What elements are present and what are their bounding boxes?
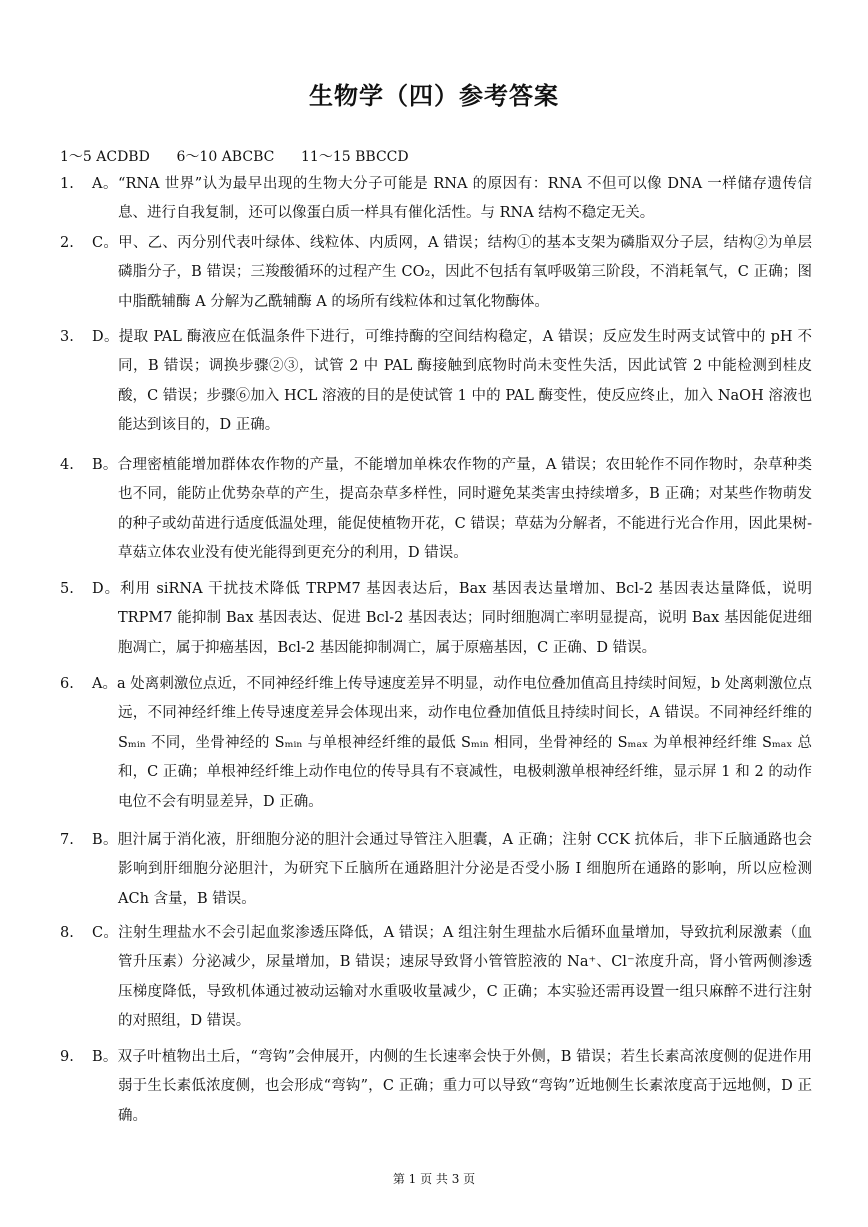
answer-item <box>60 170 812 229</box>
answer-text: A。“RNA 世界”认为最早出现的生物大分子可能是 RNA 的原因有：RNA 不但可以像 DNA 一样储存遗传信息、进行自我复制，还可以像蛋白质一样具有催化活性。与 RNA 结构不稳定无关。 <box>92 176 812 222</box>
answer-item <box>60 826 812 914</box>
answer-number: 6. <box>60 676 74 692</box>
answer-text: B。双子叶植物出土后，“弯钩”会伸展开，内侧的生长速率会快于外侧，B 错误；若生长素高浓度侧的促进作用弱于生长素低浓度侧，也会形成“弯钩”，C 正确；重力可以导致“弯钩”近地侧生长素浓度高于远地侧，D 正确。 <box>92 1049 812 1124</box>
answer-item <box>60 670 812 817</box>
answer-text: B。胆汁属于消化液，肝细胞分泌的胆汁会通过导管注入胆囊，A 正确；注射 CCK 抗体后，非下丘脑通路也会影响到肝细胞分泌胆汁，为研究下丘脑所在通路胆汁分泌是否受小肠 I 细胞所在通路的影响，所以应检测 ACh 含量，B 错误。 <box>92 832 812 907</box>
page-title: 生物学（四）参考答案 <box>309 82 559 110</box>
answer-text: C。注射生理盐水不会引起血浆渗透压降低，A 错误；A 组注射生理盐水后循环血量增加，导致抗利尿激素（血管升压素）分泌减少，尿量增加，B 错误；速尿导致肾小管管腔液的 Na⁺、Cl⁻浓度升高，肾小管两侧渗透压梯度降低，导致机体通过被动运输对水重吸收量减少，C 正确；本实验还需再设置一组只麻醉不进行注射的对照组，D 错误。 <box>92 925 812 1030</box>
answer-text: D。利用 siRNA 干扰技术降低 TRPM7 基因表达后，Bax 基因表达量增加、Bcl-2 基因表达量降低，说明 TRPM7 能抑制 Bax 基因表达、促进 Bcl-2 基因表达；同时细胞凋亡率明显提高，说明 Bax 基因能促进细胞凋亡，属于抑癌基因，Bcl-2 基因能抑制凋亡，属于原癌基因，C 正确、D 错误。 <box>92 581 812 656</box>
answer-number: 9. <box>60 1049 74 1065</box>
answer-number: 2. <box>60 235 74 251</box>
answer-key-summary: 1～5 ACDBD 6～10 ABCBC 11～15 BBCCD <box>60 149 409 165</box>
answer-item <box>60 575 812 663</box>
page-footer: 第 1 页 共 3 页 <box>392 1172 476 1186</box>
answer-item <box>60 451 812 569</box>
answer-text: B。合理密植能增加群体农作物的产量，不能增加单株农作物的产量，A 错误；农田轮作不同作物时，杂草种类也不同，能防止优势杂草的产生，提高杂草多样性，同时避免某类害虫持续增多，B 正确；对某些作物萌发的种子或幼苗进行适度低温处理，能促使植物开花，C 错误；草菇为分解者，不能进行光合作用，因此果树-草菇立体农业没有使光能得到更充分的利用，D 错误。 <box>92 457 812 562</box>
answer-number: 4. <box>60 457 74 473</box>
answer-number: 3. <box>60 329 74 345</box>
answer-number: 1. <box>60 176 74 192</box>
answer-item <box>60 919 812 1037</box>
answer-item <box>60 1043 812 1131</box>
answer-number: 7. <box>60 832 74 848</box>
answer-item <box>60 229 812 317</box>
answer-text: D。提取 PAL 酶液应在低温条件下进行，可维持酶的空间结构稳定，A 错误；反应发生时两支试管中的 pH 不同，B 错误；调换步骤②③，试管 2 中 PAL 酶接触到底物时尚未变性失活，因此试管 2 中能检测到桂皮酸，C 错误；步骤⑥加入 HCL 溶液的目的是使试管 1 中的 PAL 酶变性，使反应终止，加入 NaOH 溶液也能达到该目的，D 正确。 <box>92 329 812 434</box>
answer-text: A。a 处离刺激位点近，不同神经纤维上传导速度差异不明显，动作电位叠加值高且持续时间短，b 处离刺激位点远，不同神经纤维上传导速度差异会体现出来，动作电位叠加值低且持续时间长，A 错误。不同神经纤维的 Sₘᵢₙ 不同，坐骨神经的 Sₘᵢₙ 与单根神经纤维的最低 Sₘᵢₙ 相同，坐骨神经的 Sₘₐₓ 为单根神经纤维 Sₘₐₓ 总和，C 正确；单根神经纤维上动作电位的传导具有不衰减性，电极刺激单根神经纤维，显示屏 1 和 2 的动作电位不会有明显差异，D 正确。 <box>92 676 812 810</box>
answer-text: C。甲、乙、丙分别代表叶绿体、线粒体、内质网，A 错误；结构①的基本支架为磷脂双分子层，结构②为单层磷脂分子，B 错误；三羧酸循环的过程产生 CO₂，因此不包括有氧呼吸第三阶段，不消耗氧气，C 正确；图中脂酰辅酶 A 分解为乙酰辅酶 A 的场所有线粒体和过氧化物酶体。 <box>92 235 812 310</box>
answer-number: 5. <box>60 581 74 597</box>
answer-item <box>60 323 812 441</box>
answer-number: 8. <box>60 925 74 941</box>
